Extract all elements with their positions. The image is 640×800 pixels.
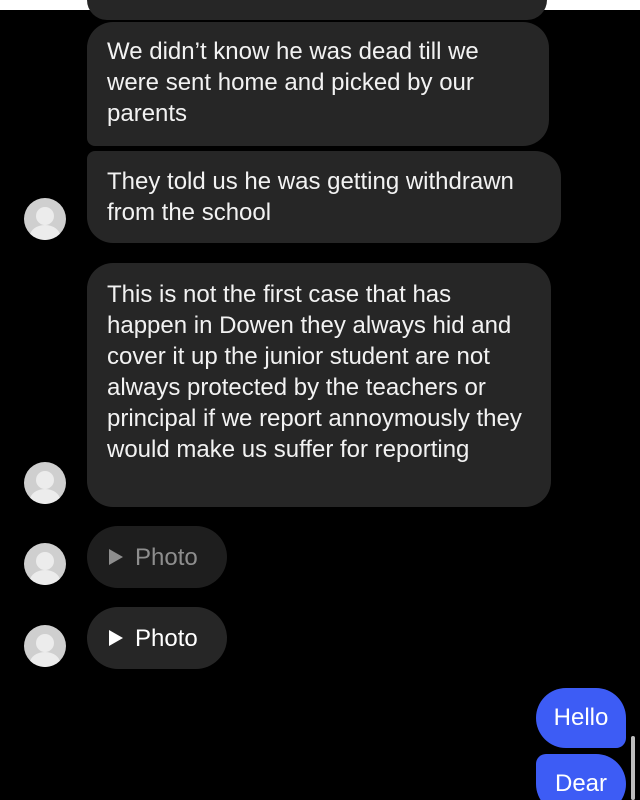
- attachment-label: Photo: [135, 543, 198, 571]
- photo-attachment[interactable]: [87, 607, 227, 669]
- avatar-head: [36, 552, 54, 570]
- scrollbar[interactable]: [631, 736, 635, 800]
- message-text: Hello: [553, 704, 609, 731]
- avatar-shoulders: [30, 225, 60, 240]
- avatar-head: [36, 471, 54, 489]
- attachment-label: Photo: [135, 624, 198, 652]
- incoming-message-bubble[interactable]: [87, 22, 549, 146]
- avatar-shoulders: [30, 489, 60, 504]
- sender-avatar[interactable]: [24, 625, 66, 667]
- incoming-message-bubble[interactable]: [87, 151, 561, 243]
- play-icon: [109, 630, 123, 646]
- sender-avatar[interactable]: [24, 198, 66, 240]
- play-icon: [109, 549, 123, 565]
- avatar-head: [36, 207, 54, 225]
- sender-avatar[interactable]: [24, 543, 66, 585]
- avatar-shoulders: [30, 652, 60, 667]
- message-text: Dear: [554, 770, 608, 797]
- outgoing-message-bubble[interactable]: [536, 754, 626, 800]
- previous-message-bubble: [87, 0, 547, 20]
- message-text: They told us he was getting withdrawn from the school: [107, 168, 514, 226]
- outgoing-message-bubble[interactable]: [536, 688, 626, 748]
- incoming-message-bubble[interactable]: [87, 263, 551, 507]
- message-text: We didn’t know he was dead till we were sent home and picked by our parents: [107, 38, 479, 127]
- photo-attachment[interactable]: [87, 526, 227, 588]
- avatar-head: [36, 634, 54, 652]
- sender-avatar[interactable]: [24, 462, 66, 504]
- message-text: This is not the first case that has happen in Dowen they always hid and cover it up the junior student are not always protected by the teachers or principal if we report annoymously they would make us suffer for reporting: [107, 281, 522, 463]
- avatar-shoulders: [30, 570, 60, 585]
